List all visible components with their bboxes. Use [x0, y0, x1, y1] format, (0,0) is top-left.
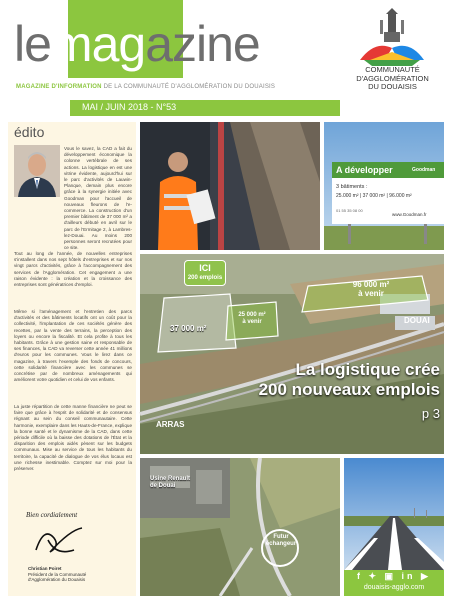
goodman-sign-photo	[324, 122, 444, 250]
signature-icon	[30, 520, 90, 560]
sign-brand: Goodman	[412, 167, 436, 173]
label-96000: 96 000 m² à venir	[352, 280, 390, 298]
cover-page-ref: p 3	[421, 406, 440, 421]
masthead	[0, 0, 450, 118]
sign-url: www.Goodman.fr	[392, 212, 427, 217]
signoff: Bien cordialement	[26, 511, 78, 519]
edito-paragraph-2: Tout au long de l'année, de nouvelles entreprises s'installent dans nos sept hôtels d'entreprises et sur nos vingt parcs d'activités, grâce à l'accompagnement des services de l'Agglomération. Cet engagement a une raison évidente : la création et la croissance des entreprises sont génératrices d'emploi.	[14, 251, 132, 288]
sign-line1: 3 bâtiments :	[336, 184, 368, 190]
map-label-futur: Futur échangeur	[265, 534, 297, 547]
road-label-arras: ARRAS	[156, 420, 185, 429]
edito-paragraph-4: La juste répartition de cette manne financière ne peut se faire que grâce à l'esprit de solidarité et de consensus régnant au sein du conseil communautaire. Cette harmonie, exemplaire dans les Hauts-de-France, explique la bonne santé et le dynamisme de la CAD, dans cette période difficile où la baisse des dotations de l'État et la disparition des emplois aidés pèsent sur les budgets communaux. Mise au service de tous les habitants du territoire, la capacité de dialogue de vos élus locaux est une richesse inestimable. Comptez sur moi pour la préserver.	[14, 404, 132, 472]
cad-logo-icon	[340, 8, 445, 116]
sign-line2: 25.000 m² | 37 000 m² | 96.000 m²	[336, 193, 412, 199]
warehouse-worker-photo	[140, 122, 320, 250]
aerial-site-photo	[140, 254, 444, 454]
website-link[interactable]: douaisis-agglo.com	[363, 584, 425, 591]
ici-badge: ICI 200 emplois	[184, 260, 226, 286]
edito-title: édito	[14, 124, 45, 140]
label-25000: 25 000 m² à venir	[238, 312, 266, 325]
issue-number: MAI / JUIN 2018 - N°53	[82, 102, 177, 112]
label-37000: 37 000 m²	[170, 324, 207, 333]
magazine-title: lemagazine	[14, 16, 260, 72]
edito-paragraph-1a: Vous le savez, la CAD a fait du développement économique la colonne vertébrale de ses actions. La logistique en est une vitrine évidente, aujourd'hui sur le parc d'activités de Lauwin-Planque, demain plus encore grâce à la synergie initiée avec Goodman pour l'accueil de nouveaux fleurons de l'e-commerce. La construction d'un premier bâtiment de 37 000 m² a d'ailleurs débuté en avril sur le parc de l'Ermitage 2, à Lambres-lez-Douai. Au moins 200 personnes seront recrutées pour ce site.	[64, 146, 132, 251]
logo-text: COMMUNAUTÉ D'AGGLOMÉRATION DU DOUAISIS	[356, 65, 429, 91]
map-label-usine: Usine Renault de Douai	[150, 476, 191, 489]
cover-headline: La logistique crée 200 nouveaux emplois	[258, 360, 440, 399]
signer-block: Christian Poiret Président de la Communauté d'Agglomération du Douaisis	[28, 566, 87, 583]
social-icons[interactable]: f ✦ ▣ in ▶	[357, 571, 431, 581]
new-road-photo	[344, 458, 444, 570]
interchange-map-photo	[140, 458, 340, 596]
edito-paragraph-3: Même si l'aménagement et l'entretien des parcs d'activités et des bâtiments locatifs ont un coût pour la collectivité, l'implantation de ces sociétés génère des recettes, par la vente des terrains, la perception des loyers ou encore la fiscalité. Et cela profite à tous les habitants. Grâce à une gestion saine et responsable de ses finances, la CAD va reverser cette année 41 millions d'euros pour les communes. Vous le lirez dans ce magazine, à travers l'exemple des fonds de concours, cette solidarité financière avec les communes se concrétise par de nombreux aménagements qui améliorent votre quotidien et celui de vos enfants.	[14, 309, 132, 383]
road-label-douai: DOUAI	[404, 316, 430, 325]
president-portrait	[14, 145, 60, 197]
sign-phone: 01 55 35 08 00	[336, 208, 363, 213]
magazine-tagline: MAGAZINE D'INFORMATION DE LA COMMUNAUTÉ D'AGGLOMÉRATION DU DOUAISIS	[16, 84, 276, 90]
sign-headline: A développer	[336, 165, 393, 175]
